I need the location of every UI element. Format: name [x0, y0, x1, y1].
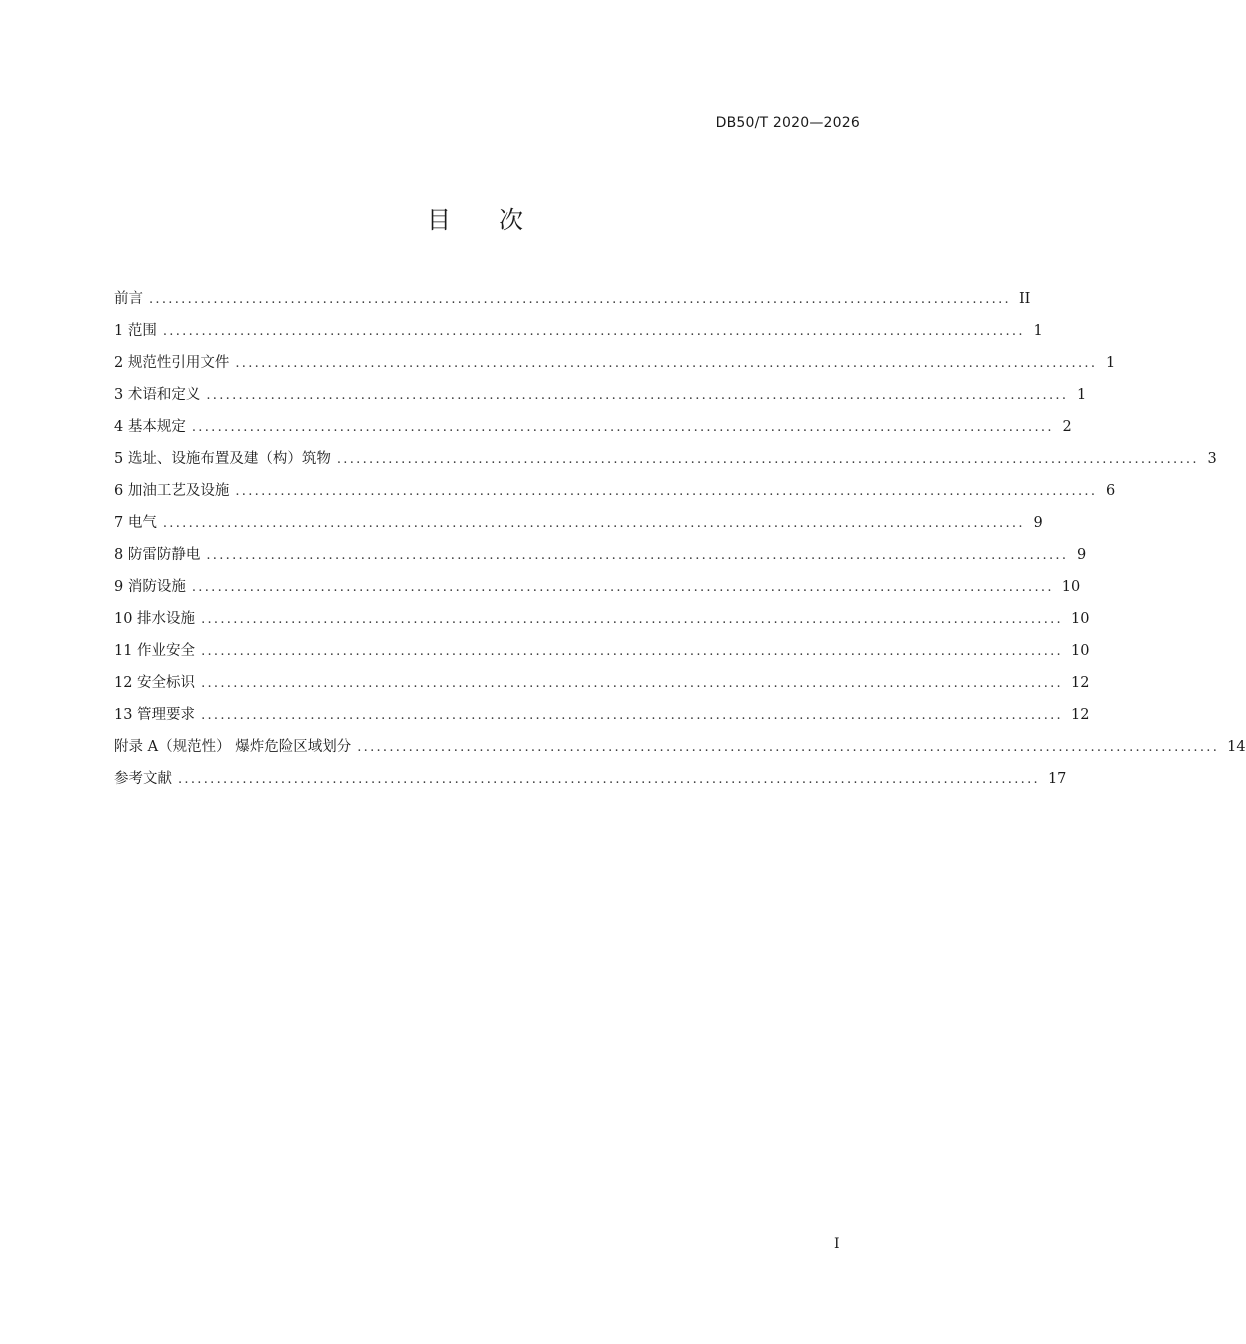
- toc-entry-page: 17: [1047, 771, 1067, 787]
- toc-entry-drainage[interactable]: [114, 608, 1090, 640]
- toc-entry-label: 2 规范性引用文件: [114, 355, 230, 371]
- toc-entry-page: 12: [1071, 707, 1090, 723]
- toc-entry-page: 10: [1071, 643, 1090, 659]
- toc-entry-label: 4 基本规定: [114, 419, 186, 435]
- page-title: [0, 200, 950, 235]
- toc-entry-label: 11 作业安全: [114, 643, 196, 659]
- toc-entry-label: 13 管理要求: [114, 707, 196, 723]
- toc-entry-label: 参考文献: [114, 771, 172, 787]
- toc-entry-page: 2: [1062, 419, 1072, 435]
- title-char-1: 目: [427, 206, 451, 234]
- toc-entry-label: 9 消防设施: [114, 579, 186, 595]
- toc-entry-label: 12 安全标识: [114, 675, 196, 691]
- toc-entry-label: 附录 A（规范性） 爆炸危险区域划分: [114, 739, 352, 755]
- toc-entry-label: 8 防雷防静电: [114, 547, 201, 563]
- toc-entry-page: 10: [1061, 579, 1081, 595]
- toc-entry-page: 6: [1106, 483, 1116, 499]
- toc-entry-foreword[interactable]: [114, 288, 1031, 320]
- toc-entry-label: 6 加油工艺及设施: [114, 483, 230, 499]
- toc-leader-dots: ......................................................................................................................................: [201, 612, 1063, 627]
- toc-leader-dots: ......................................................................................................................................: [235, 484, 1098, 499]
- toc-entry-bibliography[interactable]: [114, 768, 1067, 800]
- toc-entry-label: 3 术语和定义: [114, 387, 201, 403]
- toc-entry-page: 9: [1077, 547, 1087, 563]
- table-of-contents: [114, 288, 1246, 800]
- toc-leader-dots: ......................................................................................................................................: [201, 676, 1063, 691]
- toc-entry-management[interactable]: [114, 704, 1090, 736]
- toc-entry-page: 10: [1071, 611, 1090, 627]
- toc-leader-dots: ......................................................................................................................................: [206, 548, 1069, 563]
- toc-entry-page: 12: [1071, 675, 1090, 691]
- toc-leader-dots: ......................................................................................................................................: [149, 292, 1011, 307]
- toc-entry-basic-provisions[interactable]: [114, 416, 1072, 448]
- toc-entry-terms-definitions[interactable]: [114, 384, 1087, 416]
- document-code: DB50/T 2020—2026: [715, 115, 860, 131]
- toc-entry-page: II: [1018, 291, 1031, 307]
- toc-entry-normative-references[interactable]: [114, 352, 1116, 384]
- toc-entry-electrical[interactable]: [114, 512, 1043, 544]
- toc-entry-site-layout[interactable]: [114, 448, 1217, 480]
- toc-entry-work-safety[interactable]: [114, 640, 1090, 672]
- toc-leader-dots: ......................................................................................................................................: [162, 516, 1025, 531]
- toc-leader-dots: ......................................................................................................................................: [357, 740, 1220, 755]
- toc-entry-page: 1: [1106, 355, 1116, 371]
- toc-leader-dots: ......................................................................................................................................: [162, 324, 1025, 339]
- toc-entry-appendix-a[interactable]: [114, 736, 1246, 768]
- toc-leader-dots: ......................................................................................................................................: [235, 356, 1098, 371]
- toc-leader-dots: ......................................................................................................................................: [206, 388, 1069, 403]
- toc-entry-page: 9: [1033, 515, 1043, 531]
- toc-entry-refueling-process[interactable]: [114, 480, 1116, 512]
- toc-entry-fire-protection[interactable]: [114, 576, 1081, 608]
- toc-entry-label: 前言: [114, 291, 143, 307]
- toc-entry-lightning-static[interactable]: [114, 544, 1087, 576]
- toc-entry-scope[interactable]: [114, 320, 1043, 352]
- toc-leader-dots: ......................................................................................................................................: [201, 708, 1063, 723]
- toc-entry-page: 3: [1207, 451, 1217, 467]
- toc-entry-label: 7 电气: [114, 515, 157, 531]
- toc-leader-dots: ......................................................................................................................................: [191, 420, 1054, 435]
- title-char-2: 次: [499, 206, 523, 234]
- toc-leader-dots: ......................................................................................................................................: [336, 452, 1199, 467]
- toc-leader-dots: ......................................................................................................................................: [178, 772, 1040, 787]
- toc-entry-label: 1 范围: [114, 323, 157, 339]
- toc-entry-safety-signs[interactable]: [114, 672, 1090, 704]
- toc-leader-dots: ......................................................................................................................................: [191, 580, 1054, 595]
- toc-entry-label: 10 排水设施: [114, 611, 196, 627]
- toc-entry-page: 14: [1227, 739, 1246, 755]
- toc-entry-page: 1: [1077, 387, 1087, 403]
- toc-entry-page: 1: [1033, 323, 1043, 339]
- toc-entry-label: 5 选址、设施布置及建（构）筑物: [114, 451, 331, 467]
- toc-leader-dots: ......................................................................................................................................: [201, 644, 1063, 659]
- page-number: I: [834, 1236, 840, 1252]
